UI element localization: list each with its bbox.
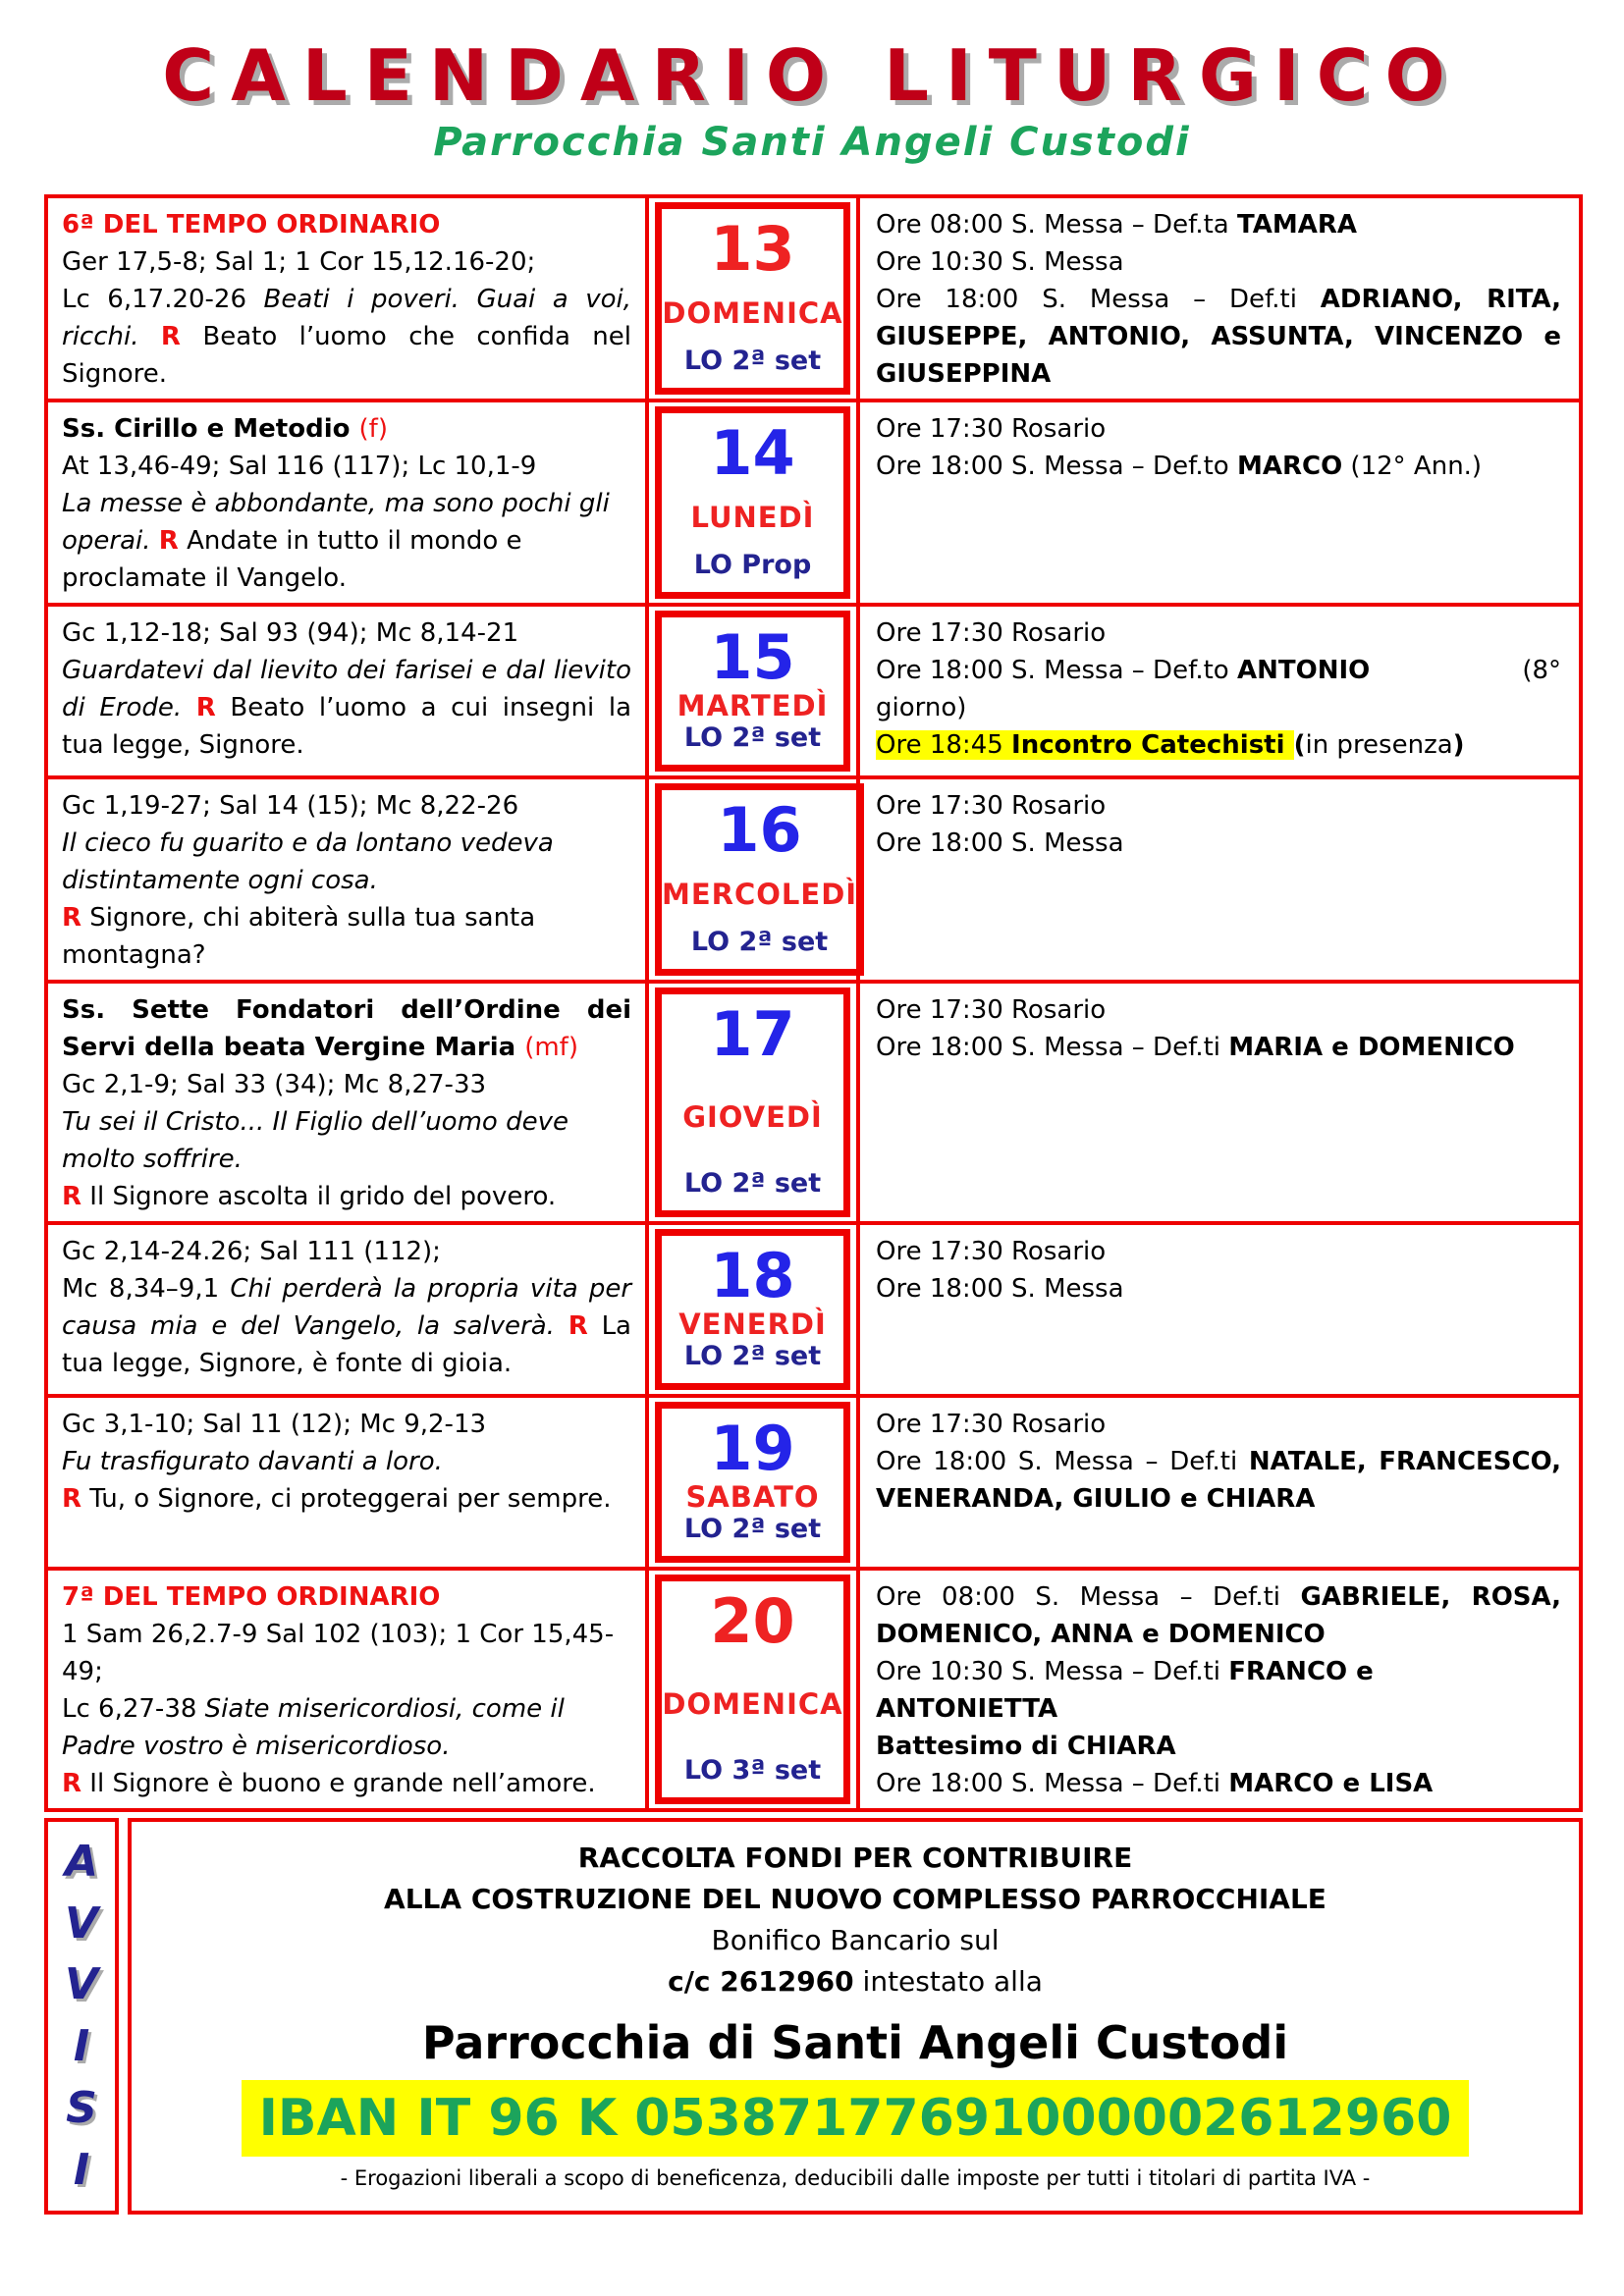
text-segment: Gc 2,14-24.26; Sal 111 (112); [62,1236,441,1266]
text-line [876,1728,1561,1765]
text-segment: Signore, chi abiterà sulla tua santa montagna? [62,902,536,970]
day-name: DOMENICA [662,1686,843,1721]
liturgy-hours-label: LO 2ª set [683,721,822,753]
text-segment: GABRIELE, ROSA, DOMENICO, ANNA e DOMENICO [876,1581,1562,1649]
text-segment: FRANCO e ANTONIETTA [876,1656,1374,1724]
text-segment: Lc 6,27-38 [62,1693,205,1724]
text-line [62,1443,631,1480]
text-segment [138,322,160,351]
text-line [876,726,1561,764]
text-segment: Fu trasfigurato davanti a loro. [62,1446,443,1476]
page-title: CALENDARIO LITURGICO [162,34,1462,117]
text-segment: Beato l’uomo a cui insegni la tua legge, Signore. [62,692,632,760]
day-number: 13 [710,212,795,285]
text-line [62,1616,631,1690]
day-cell [649,1571,860,1808]
readings-cell [48,607,649,775]
account-number: c/c 2612960 [668,1964,854,1998]
day-cell [649,607,860,775]
calendar-row [48,984,1579,1225]
text-line [62,652,631,764]
day-number: 16 [717,793,802,866]
text-line [62,206,631,243]
day-cell [649,402,860,603]
avvisi-letter: S [66,2083,97,2134]
notice-line-bank-transfer: Bonifico Bancario sul [711,1923,1000,1956]
text-line [62,1066,631,1103]
text-segment: Gc 1,19-27; Sal 14 (15); Mc 8,22-26 [62,790,519,821]
text-segment: La tua legge, Signore, è fonte di gioia. [62,1310,631,1378]
liturgy-hours-label: LO 2ª set [690,926,829,957]
notice-line-fundraising: RACCOLTA FONDI PER CONTRIBUIRE [577,1841,1133,1874]
text-line [876,1270,1561,1308]
text-segment: Ore 17:30 Rosario [876,617,1107,648]
text-line [876,652,1561,689]
text-segment: Beati i poveri. Guai a voi, ricchi. [62,284,632,351]
text-line [876,206,1561,243]
liturgy-hours-label: LO Prop [693,549,812,580]
text-line [876,787,1561,825]
text-segment: Mc 8,34–9,1 [62,1273,231,1304]
notice-disclaimer: - Erogazioni liberali a scopo di beneficenza, deducibili dalle imposte per tutti i titolari di partita IVA - [340,2166,1371,2191]
day-cell [649,1398,860,1567]
readings-cell [48,779,649,980]
text-segment: Ore 18:00 S. Messa – Def.to [876,655,1237,685]
text-line [876,1443,1561,1518]
text-segment: Ore 18:00 S. Messa – Def.ti [876,1768,1229,1798]
parish-name: Parrocchia di Santi Angeli Custodi [421,2015,1289,2069]
text-segment: Tu sei il Cristo... Il Figlio dell’uomo deve molto soffrire. [62,1106,568,1174]
text-segment: Ore 18:00 S. Messa [876,828,1124,858]
notice-main-box [128,1818,1583,2215]
text-segment: At 13,46-49; Sal 116 (117); Lc 10,1-9 [62,451,537,481]
text-segment: Guardatevi dal lievito dei farisei e dal lievito di Erode. [62,655,631,722]
text-segment: ADRIANO, RITA, GIUSEPPE, ANTONIO, ASSUNTA, VINCENZO e GIUSEPPINA [876,284,1561,389]
text-segment: MARIA e DOMENICO [1228,1032,1515,1062]
text-line [62,1103,631,1178]
text-segment: La messe è abbondante, ma sono pochi gli operai. [62,488,610,556]
text-segment: Ore 17:30 Rosario [876,1236,1107,1266]
text-line [62,1233,631,1270]
text-segment: giorno) [876,692,967,722]
text-line [876,1406,1561,1443]
day-number: 18 [710,1239,795,1311]
text-line [62,991,631,1066]
text-line [62,1480,631,1518]
text-segment: 6ª DEL TEMPO ORDINARIO [62,209,441,240]
day-cell [649,779,860,980]
day-box [655,1402,850,1563]
text-line [876,1765,1561,1802]
masses-cell [860,198,1579,399]
day-box [655,1229,850,1390]
day-box [655,988,850,1217]
masses-cell [860,1571,1579,1808]
day-name: DOMENICA [662,295,843,330]
text-segment: Ore 08:00 S. Messa – Def.ti [876,1581,1301,1612]
text-segment: Incontro Catechisti [1011,729,1294,760]
masses-cell [860,779,1579,980]
text-segment: Ore 18:45 [876,729,1012,760]
notice-line-construction: ALLA COSTRUZIONE DEL NUOVO COMPLESSO PARROCCHIALE [384,1882,1326,1915]
text-line [62,614,631,652]
text-line [876,1029,1561,1066]
avvisi-letter: V [64,1959,99,2010]
text-line [62,899,631,974]
text-line [62,1178,631,1215]
calendar-row [48,198,1579,402]
text-line [876,1233,1561,1270]
day-name: LUNEDÌ [690,500,815,534]
text-segment: Gc 3,1-10; Sal 11 (12); Mc 9,2-13 [62,1409,487,1439]
text-line [876,614,1561,652]
masses-cell [860,984,1579,1221]
day-name: SABATO [685,1479,820,1514]
text-segment: ANTONIO [1236,655,1371,685]
text-segment: Ss. Sette Fondatori dell’Ordine dei Servi della beata Vergine Maria [62,994,631,1062]
avvisi-box [44,1818,119,2215]
text-segment: Ore 17:30 Rosario [876,1409,1107,1439]
day-name: VENERDÌ [678,1307,827,1341]
day-cell [649,1225,860,1394]
text-segment: (mf) [524,1032,578,1062]
text-segment: in presenza [1305,729,1453,760]
text-line [62,1406,631,1443]
text-line [876,410,1561,448]
text-line [62,485,631,597]
avvisi-letter: I [73,2144,90,2195]
day-box [655,611,850,772]
text-line [876,1578,1561,1653]
day-box [655,1575,850,1804]
calendar-table [44,194,1583,1812]
text-segment: Gc 1,12-18; Sal 93 (94); Mc 8,14-21 [62,617,519,648]
liturgy-hours-label: LO 2ª set [683,345,822,376]
text-segment: Ger 17,5-8; Sal 1; 1 Cor 15,12.16-20; [62,246,536,277]
text-line [62,1270,631,1382]
text-segment: Ore 08:00 S. Messa – Def.ta [876,209,1237,240]
text-line [62,1578,631,1616]
readings-cell [48,984,649,1221]
text-segment: (8° [1522,655,1561,685]
text-segment [182,693,196,722]
day-box [655,202,850,395]
day-number: 14 [710,416,795,489]
text-line [876,281,1561,393]
text-line [876,1653,1561,1728]
calendar-row [48,402,1579,607]
text-segment: Battesimo di [876,1731,1067,1761]
avvisi-letter: A [64,1836,99,1887]
text-segment: Ss. Cirillo e Metodio [62,413,359,444]
text-segment: CHIARA [1066,1731,1176,1761]
liturgy-hours-label: LO 2ª set [683,1167,822,1199]
text-segment: Ore 18:00 S. Messa [876,1273,1124,1304]
readings-cell [48,1398,649,1567]
readings-cell [48,402,649,603]
text-line [62,1690,631,1765]
text-segment: Tu, o Signore, ci proteggerai per sempre. [81,1483,612,1514]
text-line [876,991,1561,1029]
day-box [655,406,850,599]
text-segment: R [62,1483,82,1514]
liturgy-hours-label: LO 2ª set [683,1340,822,1371]
iban-line [155,2080,1555,2157]
calendar-row [48,607,1579,779]
text-segment: R [158,525,179,556]
liturgy-hours-label: LO 2ª set [683,1513,822,1544]
text-segment: Beato l’uomo che confida nel Signore. [62,321,632,389]
text-segment: Il Signore ascolta il grido del povero. [81,1181,557,1211]
liturgy-hours-label: LO 3ª set [683,1754,822,1786]
text-segment: Ore 18:00 S. Messa – Def.ti [876,1446,1249,1476]
text-segment: R [62,1768,82,1798]
day-box [655,783,864,976]
text-segment: Il cieco fu guarito e da lontano vedeva distintamente ogni cosa. [62,828,554,895]
text-line [62,410,631,448]
day-name: MARTEDÌ [677,688,829,722]
readings-cell [48,1571,649,1808]
text-segment: Ore 18:00 S. Messa – Def.ti [876,284,1321,314]
text-segment: Il Signore è buono e grande nell’amore. [81,1768,596,1798]
readings-cell [48,198,649,399]
day-name: MERCOLEDÌ [662,877,858,911]
text-segment: Chi perderà la propria vita per causa mia e del Vangelo, la salverà. [62,1273,632,1341]
text-segment: (f) [358,413,388,444]
text-segment: ) [1452,729,1465,760]
text-segment: R [62,902,82,933]
text-segment: Siate misericordiosi, come il Padre vostro è misericordioso. [62,1693,565,1761]
line-right [1522,652,1561,689]
text-segment: MARCO [1236,451,1343,481]
masses-cell [860,402,1579,603]
day-name: GIOVEDÌ [682,1099,823,1134]
page-subtitle: Parrocchia Santi Angeli Custodi [433,119,1191,165]
text-segment: NATALE, FRANCESCO, VENERANDA, GIULIO e CHIARA [876,1446,1562,1514]
text-segment: Ore 17:30 Rosario [876,413,1107,444]
account-suffix: intestato alla [853,1964,1043,1998]
notice-line-account [155,1961,1555,2002]
text-segment: 7ª DEL TEMPO ORDINARIO [62,1581,441,1612]
masses-cell [860,607,1579,775]
text-segment: R [568,1310,588,1341]
avvisi-letter: V [64,1897,99,1949]
text-segment: 1 Sam 26,2.7-9 Sal 102 (103); 1 Cor 15,45-49; [62,1619,615,1686]
iban-value: IBAN IT 96 K 05387177691000002612960 [242,2080,1470,2157]
text-line [62,825,631,899]
text-segment: MARCO e LISA [1228,1768,1434,1798]
calendar-row [48,779,1579,984]
readings-cell [48,1225,649,1394]
text-segment: Ore 18:00 S. Messa – Def.to [876,451,1237,481]
day-cell [649,984,860,1221]
calendar-row [48,1571,1579,1808]
day-cell [649,198,860,399]
text-line [876,448,1561,485]
line-left [876,652,1370,689]
day-number: 17 [710,997,795,1070]
text-line [62,243,631,281]
text-segment: Andate in tutto il mondo e proclamate il Vangelo. [62,525,522,593]
text-segment [151,526,159,556]
day-number: 20 [710,1584,795,1657]
text-segment: ( [1293,729,1306,760]
masses-cell [860,1398,1579,1567]
text-segment: Ore 17:30 Rosario [876,994,1107,1025]
text-segment: R [195,692,216,722]
text-segment: R [62,1181,82,1211]
text-segment: (12° Ann.) [1342,451,1483,481]
text-segment: Lc 6,17.20-26 [62,284,264,314]
text-segment: R [160,321,181,351]
text-segment: Ore 10:30 S. Messa – Def.ti [876,1656,1229,1686]
day-number: 19 [710,1412,795,1484]
text-line [62,281,631,393]
text-segment: Gc 2,1-9; Sal 33 (34); Mc 8,27-33 [62,1069,487,1099]
text-segment: Ore 17:30 Rosario [876,790,1107,821]
text-line [62,1765,631,1802]
text-line [62,787,631,825]
notices-section [44,1818,1583,2215]
text-line [876,825,1561,862]
text-line [62,448,631,485]
avvisi-letter: I [73,2021,90,2072]
text-segment: Ore 10:30 S. Messa [876,246,1124,277]
text-line [876,243,1561,281]
text-segment: Ore 18:00 S. Messa – Def.ti [876,1032,1229,1062]
calendar-row [48,1398,1579,1571]
text-line [876,689,1561,726]
calendar-row [48,1225,1579,1398]
masses-cell [860,1225,1579,1394]
text-segment: TAMARA [1237,209,1357,240]
text-segment [555,1311,568,1341]
day-number: 15 [710,620,795,693]
